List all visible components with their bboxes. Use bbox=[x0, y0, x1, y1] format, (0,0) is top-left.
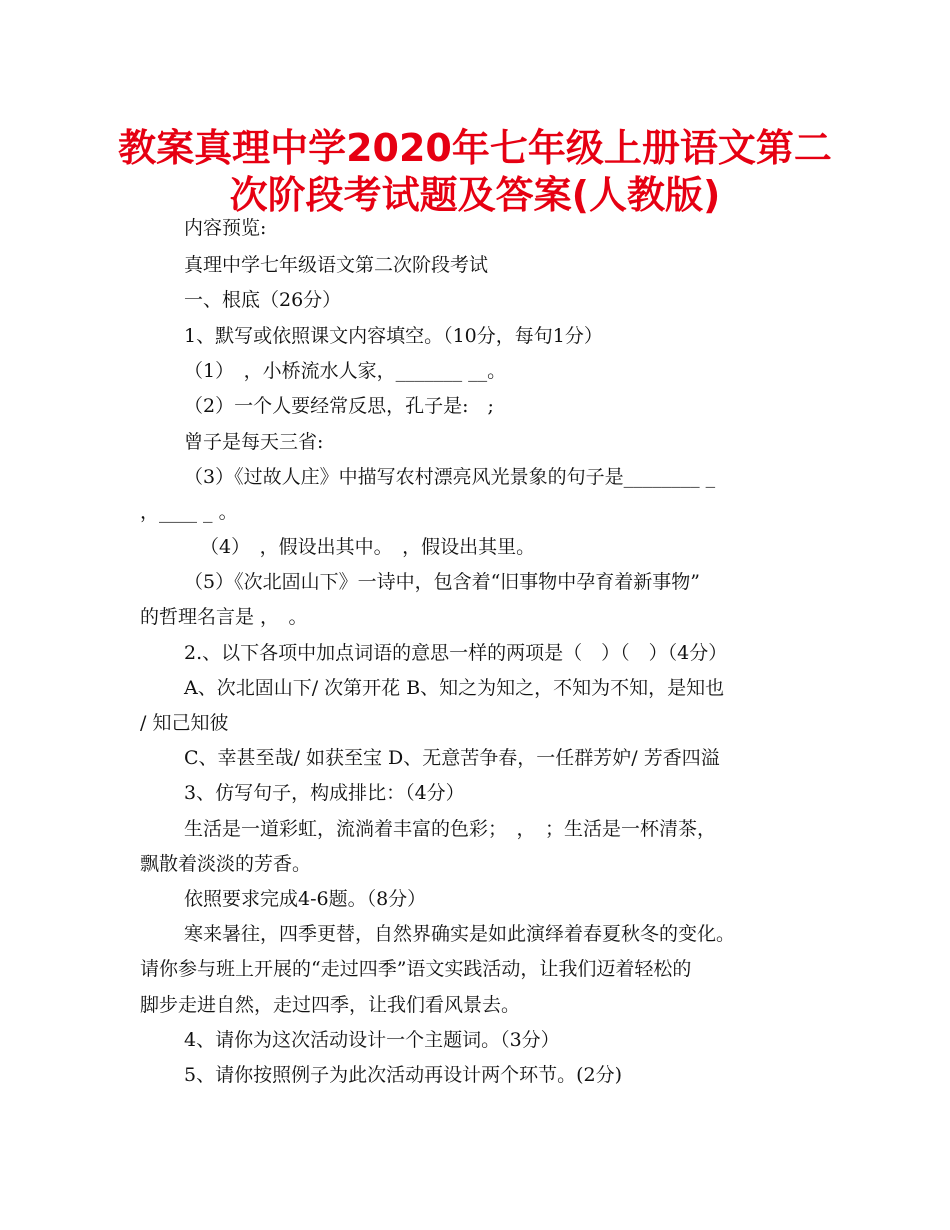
question-1-item-3: （3）《过故人庄》中描写农村漂亮风光景象的句子是________ _ bbox=[184, 466, 716, 488]
question-3-text: 生活是一道彩虹，流淌着丰富的色彩； ， ；生活是一杯清茶， bbox=[184, 818, 717, 840]
question-3: 3、仿写句子，构成排比：（4分） bbox=[184, 782, 465, 804]
question-1-item-2-cont: 曾子是每天三省: bbox=[184, 431, 324, 453]
question-2-options-ab: A、次北固山下/ 次第开花 B、知之为知之，不知为不知，是知也 bbox=[184, 677, 725, 699]
questions-4-6-instruction: 依照要求完成4-6题。（8分） bbox=[184, 888, 427, 910]
question-3-text-cont: 飘散着淡淡的芳香。 bbox=[140, 853, 312, 875]
question-1-item-4: （4） ，假设出其中。 ，假设出其里。 bbox=[200, 536, 536, 558]
document-title-line-1: 教案真理中学2020年七年级上册语文第二 bbox=[118, 126, 832, 170]
content-preview-label: 内容预览: bbox=[184, 217, 267, 239]
question-2-options-ab-cont: / 知己知彼 bbox=[140, 712, 229, 734]
question-4: 4、请你为这次活动设计一个主题词。（3分） bbox=[184, 1029, 560, 1051]
question-5: 5、请你按照例子为此次活动再设计两个环节。(2分) bbox=[184, 1064, 623, 1086]
question-2-options-cd: C、幸甚至哉/ 如获至宝 D、无意苦争春，一任群芳妒/ 芳香四溢 bbox=[184, 747, 720, 769]
question-2: 2.、以下各项中加点词语的意思一样的两项是（ ）（ ）（4分） bbox=[184, 642, 728, 664]
exam-heading: 真理中学七年级语文第二次阶段考试 bbox=[184, 254, 489, 276]
question-1-item-5: （5）《次北固山下》一诗中，包含着“旧事物中孕育着新事物” bbox=[184, 571, 701, 593]
section-heading-basics: 一、根底（26分） bbox=[184, 289, 342, 311]
document-title-line-2: 次阶段考试题及答案(人教版) bbox=[229, 173, 721, 217]
question-1-item-1: （1） ，小桥流水人家，_______ __。 bbox=[184, 360, 507, 382]
question-1: 1、默写或依照课文内容填空。（10分，每句1分） bbox=[184, 325, 603, 347]
passage-line-1: 寒来暑往，四季更替，自然界确实是如此演绎着春夏秋冬的变化。 bbox=[184, 923, 736, 945]
question-1-item-2: （2）一个人要经常反思，孔子是: ; bbox=[184, 395, 494, 417]
question-1-item-3-cont: ，____ _ 。 bbox=[140, 501, 238, 523]
question-1-item-5-cont: 的哲理名言是 ， 。 bbox=[140, 606, 308, 628]
passage-line-2: 请你参与班上开展的“走过四季”语文实践活动，让我们迈着轻松的 bbox=[140, 958, 692, 980]
passage-line-3: 脚步走进自然，走过四季，让我们看风景去。 bbox=[140, 994, 521, 1016]
